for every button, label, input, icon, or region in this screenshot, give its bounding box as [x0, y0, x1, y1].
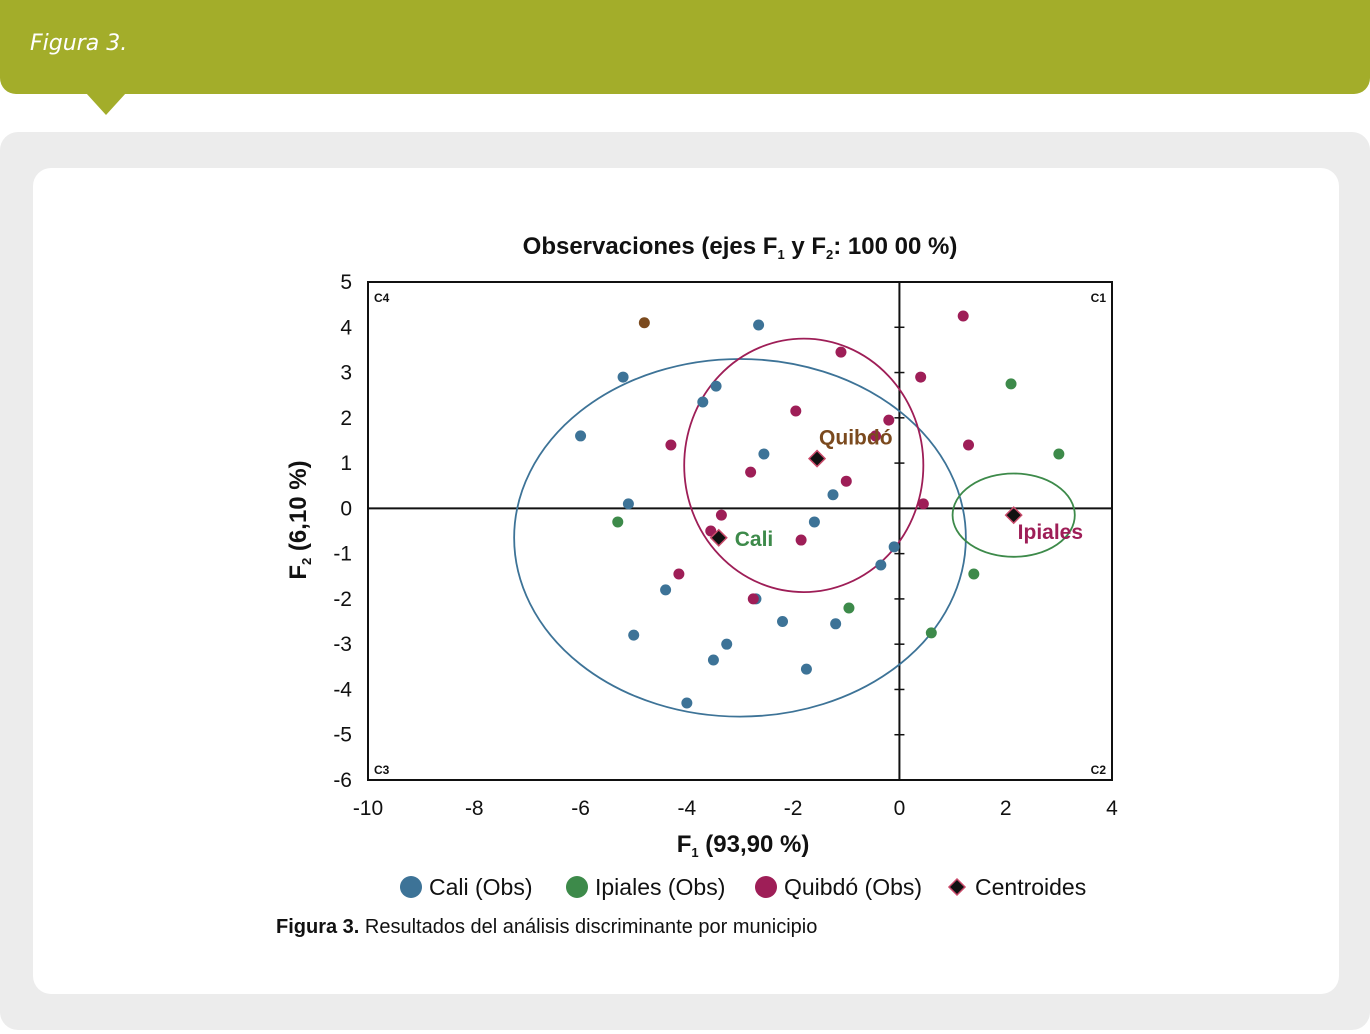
- cali-point: [681, 698, 692, 709]
- quibdo-point: [716, 510, 727, 521]
- y-tick-label: -3: [333, 633, 352, 657]
- figure-caption: [276, 916, 817, 939]
- quadrant-label-c3: C3: [374, 763, 390, 777]
- cali-point: [801, 664, 812, 675]
- x-tick-label: -8: [464, 797, 484, 820]
- legend-marker-centroides: [949, 879, 965, 895]
- ipiales-point: [843, 602, 854, 613]
- legend-label-ipiales: Ipiales (Obs): [595, 874, 726, 900]
- quibdo-point: [790, 406, 801, 417]
- cali-point: [711, 381, 722, 392]
- legend-label-quibdo: Quibdó (Obs): [784, 874, 923, 900]
- ipiales-point: [926, 627, 937, 638]
- quibdo-point: [918, 498, 929, 509]
- caption-label: Figura 3.: [276, 916, 360, 938]
- cali-point: [628, 630, 639, 641]
- y-tick-label: -2: [333, 587, 352, 611]
- cali-point: [830, 618, 841, 629]
- banner-title: Figura 3.: [30, 31, 128, 56]
- centroid-quibdo: [809, 451, 825, 467]
- cali-point: [828, 489, 839, 500]
- centroid-label-quibdo: Quibdó: [819, 426, 893, 450]
- quadrant-label-c1: C1: [1090, 291, 1106, 305]
- legend-label-centroides: Centroides: [975, 874, 1087, 900]
- x-tick-label: -6: [571, 797, 590, 820]
- quibdo-point: [665, 439, 676, 450]
- legend-marker-quibdo: [755, 876, 777, 898]
- x-tick-label: 4: [1106, 797, 1118, 820]
- cali-point: [753, 320, 764, 331]
- quibdo-point: [673, 569, 684, 580]
- caption-text: Resultados del análisis discriminante por municipio: [364, 916, 818, 938]
- cali-point: [708, 655, 719, 666]
- quibdo-point: [745, 467, 756, 478]
- cali-point: [721, 639, 732, 650]
- cali-point: [697, 396, 708, 407]
- y-tick-label: 5: [340, 271, 352, 294]
- y-tick-label: -6: [333, 769, 352, 792]
- quibdo-point: [883, 415, 894, 426]
- quibdo-point: [958, 310, 969, 321]
- x-axis-label: $F_1$ (93,90 %): [676, 831, 810, 860]
- y-tick-label: 0: [340, 497, 352, 521]
- quibdo-point: [963, 439, 974, 450]
- ipiales-point: [1053, 449, 1064, 460]
- confidence-ellipse-quibdo: [684, 339, 923, 593]
- x-tick-label: -10: [352, 797, 384, 820]
- y-tick-label: -5: [333, 723, 352, 747]
- cali-point: [660, 584, 671, 595]
- y-tick-label: 3: [340, 361, 352, 385]
- cali-point: [889, 541, 900, 552]
- cali-point: [875, 559, 886, 570]
- cali-point: [809, 516, 820, 527]
- x-tick-label: 2: [999, 797, 1012, 820]
- quibdo-point: [841, 476, 852, 487]
- quadrant-label-c4: C4: [374, 291, 390, 305]
- quibdo-point: [748, 593, 759, 604]
- y-tick-label: 2: [340, 406, 352, 430]
- y-tick-label: 1: [340, 452, 352, 476]
- chart-title: Observaciones (ejes $F_1$ y $F_2$: 100 00 %): [522, 233, 958, 262]
- x-tick-label: -4: [677, 797, 697, 820]
- cali-point: [618, 372, 629, 383]
- quibdo-point: [835, 347, 846, 358]
- cali-point: [758, 449, 769, 460]
- y-tick-label: -4: [333, 678, 352, 702]
- centroid-label-cali: Cali: [734, 527, 774, 551]
- x-tick-label: -2: [783, 797, 803, 820]
- legend-label-cali: Cali (Obs): [429, 874, 533, 900]
- centroid-label-ipiales: Ipiales: [1017, 521, 1084, 545]
- quibdo-point: [639, 317, 650, 328]
- ipiales-point: [1006, 378, 1017, 389]
- ipiales-point: [612, 516, 623, 527]
- ipiales-point: [968, 569, 979, 580]
- quibdo-point: [796, 535, 807, 546]
- cali-point: [575, 430, 586, 441]
- legend-marker-cali: [400, 876, 422, 898]
- y-tick-label: 4: [340, 316, 352, 340]
- y-tick-label: -1: [333, 542, 352, 566]
- quibdo-point: [915, 372, 926, 383]
- legend-marker-ipiales: [566, 876, 588, 898]
- quadrant-label-c2: C2: [1090, 763, 1106, 777]
- cali-point: [777, 616, 788, 627]
- x-tick-label: 0: [893, 797, 906, 820]
- cali-point: [623, 498, 634, 509]
- y-axis-label: $F_2$ (6,10 %): [285, 460, 314, 580]
